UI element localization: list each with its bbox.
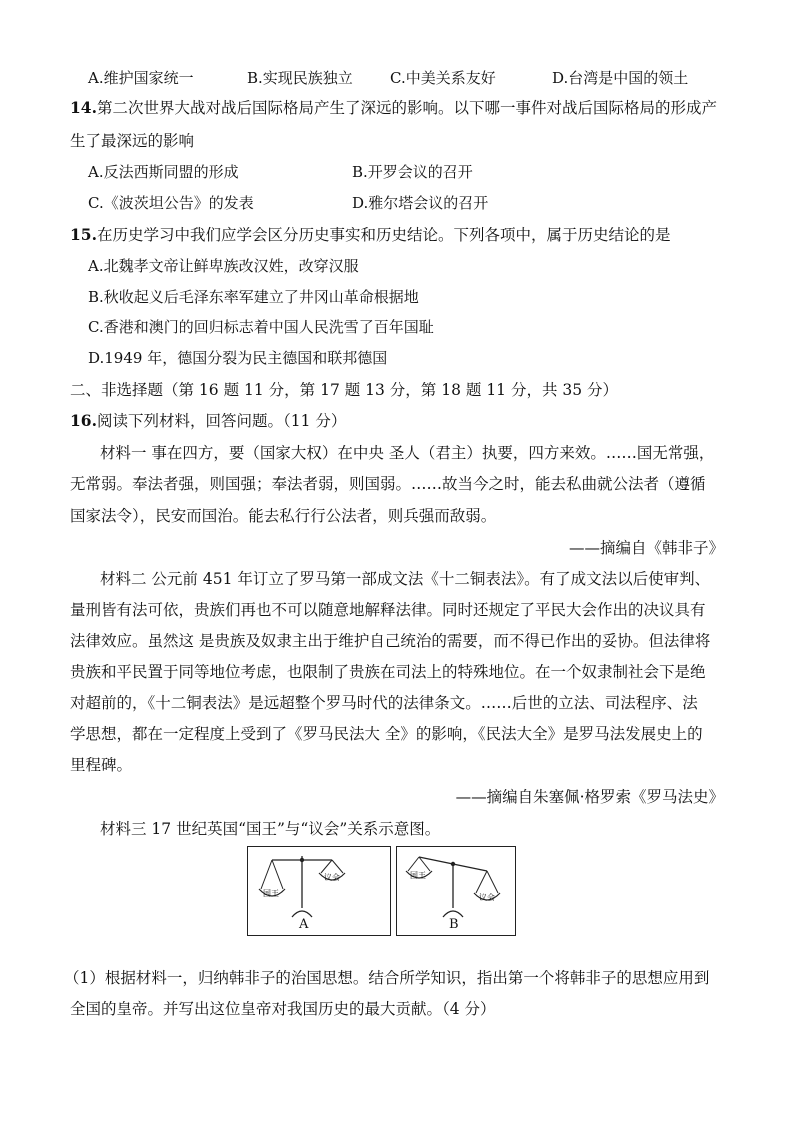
q13-option-c: C.中美关系友好 bbox=[390, 69, 496, 87]
material2-line4: 贵族和平民置于同等地位考虑，也限制了贵族在司法上的特殊地位。在一个奴隶制社会下是绝 bbox=[70, 663, 706, 681]
q14-stem-text: 第二次世界大战对战后国际格局产生了深远的影响。以下哪一事件对战后国际格局的形成产 bbox=[96, 99, 717, 117]
material2-line2: 量刑皆有法可依，贵族们再也不可以随意地解释法律。同时还规定了平民大会作出的决议具有 bbox=[70, 601, 706, 619]
pivot-a bbox=[300, 858, 304, 862]
section2-title: 二、非选择题（第 16 题 11 分，第 17 题 13 分，第 18 题 11 分，共 35 分） bbox=[70, 381, 619, 399]
left-string-1-a bbox=[261, 860, 272, 889]
fig-b-letter: B bbox=[449, 917, 459, 932]
fig-a-right-pan-label: 议会 bbox=[324, 873, 340, 882]
material3-caption: 材料三 17 世纪英国“国王”与“议会”关系示意图。 bbox=[100, 820, 441, 838]
q16-sub1-line1: （1）根据材料一，归纳韩非子的治国思想。结合所学知识，指出第一个将韩非子的思想应用到 bbox=[64, 969, 710, 987]
q13-option-a: A.维护国家统一 bbox=[88, 69, 194, 87]
material2-source: ——摘编自朱塞佩·格罗索《罗马法史》 bbox=[455, 788, 724, 806]
q14-option-b: B.开罗会议的召开 bbox=[352, 163, 473, 181]
fig-a-letter: A bbox=[299, 917, 309, 932]
q15-stem-text: 在历史学习中我们应学会区分历史事实和历史结论。下列各项中，属于历史结论的是 bbox=[96, 226, 671, 244]
fig-b-left-pan-label: 国王 bbox=[410, 871, 426, 880]
fig-a-left-pan-label: 国王 bbox=[263, 889, 279, 898]
left-string-2-a bbox=[272, 860, 283, 889]
material2-line5: 对超前的，《十二铜表法》是远超整个罗马时代的法律条文。……后世的立法、司法程序、法 bbox=[70, 694, 698, 712]
q14-option-d: D.雅尔塔会议的召开 bbox=[352, 194, 489, 212]
material1-line3: 国家法令），民安而国治。能去私行行公法者，则兵强而敌弱。 bbox=[70, 507, 497, 525]
right-string-1-b bbox=[476, 871, 487, 893]
q14-stem-line1 bbox=[70, 97, 717, 119]
fig-b-right-pan-label: 议会 bbox=[479, 893, 495, 902]
q14-option-c: C.《波茨坦公告》的发表 bbox=[88, 194, 254, 212]
q15-option-d: D.1949 年，德国分裂为民主德国和联邦德国 bbox=[88, 349, 388, 367]
pivot-b bbox=[451, 862, 455, 866]
right-string-2-b bbox=[487, 871, 498, 893]
q15-stem bbox=[70, 224, 670, 246]
material2-line7: 里程碑。 bbox=[70, 756, 133, 774]
q16-number: 16. bbox=[70, 411, 97, 430]
material2-line3: 法律效应。虽然这 是贵族及奴隶主出于维护自己统治的需要，而不得已作出的妥协。但法律将 bbox=[70, 632, 711, 650]
q15-number: 15. bbox=[70, 225, 97, 244]
material1-line2: 无常弱。奉法者强，则国强；奉法者弱，则国弱。……故当今之时，能去私曲就公法者（遵循 bbox=[70, 475, 706, 493]
q14-option-a: A.反法西斯同盟的形成 bbox=[88, 163, 239, 181]
q16-sub1-line2: 全国的皇帝。并写出这位皇帝对我国历史的最大贡献。（4 分） bbox=[70, 1000, 496, 1018]
q14-stem-line2: 生了最深远的影响 bbox=[70, 132, 195, 150]
material1-source: ——摘编自《韩非子》 bbox=[568, 539, 724, 557]
material1-line1: 材料一 事在四方，要（国家大权）在中央 圣人（君主）执要，四方来效。……国无常强， bbox=[100, 444, 715, 462]
material2-line1: 材料二 公元前 451 年订立了罗马第一部成文法《十二铜表法》。有了成文法以后使审判、 bbox=[100, 570, 711, 588]
q14-number: 14. bbox=[70, 98, 97, 117]
q15-option-c: C.香港和澳门的回归标志着中国人民洗雪了百年国耻 bbox=[88, 318, 434, 336]
q13-option-d: D.台湾是中国的领土 bbox=[552, 69, 689, 87]
balance-figure-b bbox=[396, 846, 516, 936]
q15-option-b: B.秋收起义后毛泽东率军建立了井冈山革命根据地 bbox=[88, 288, 419, 306]
q16-stem-text: 阅读下列材料，回答问题。（11 分） bbox=[96, 412, 347, 430]
balance-figure-a bbox=[247, 846, 391, 936]
q16-stem bbox=[70, 410, 346, 432]
q13-option-b: B.实现民族独立 bbox=[247, 69, 353, 87]
q15-option-a: A.北魏孝文帝让鲜卑族改汉姓，改穿汉服 bbox=[88, 257, 359, 275]
material2-line6: 学思想，都在一定程度上受到了《罗马民法大 全》的影响，《民法大全》是罗马法发展史上的 bbox=[70, 725, 703, 743]
